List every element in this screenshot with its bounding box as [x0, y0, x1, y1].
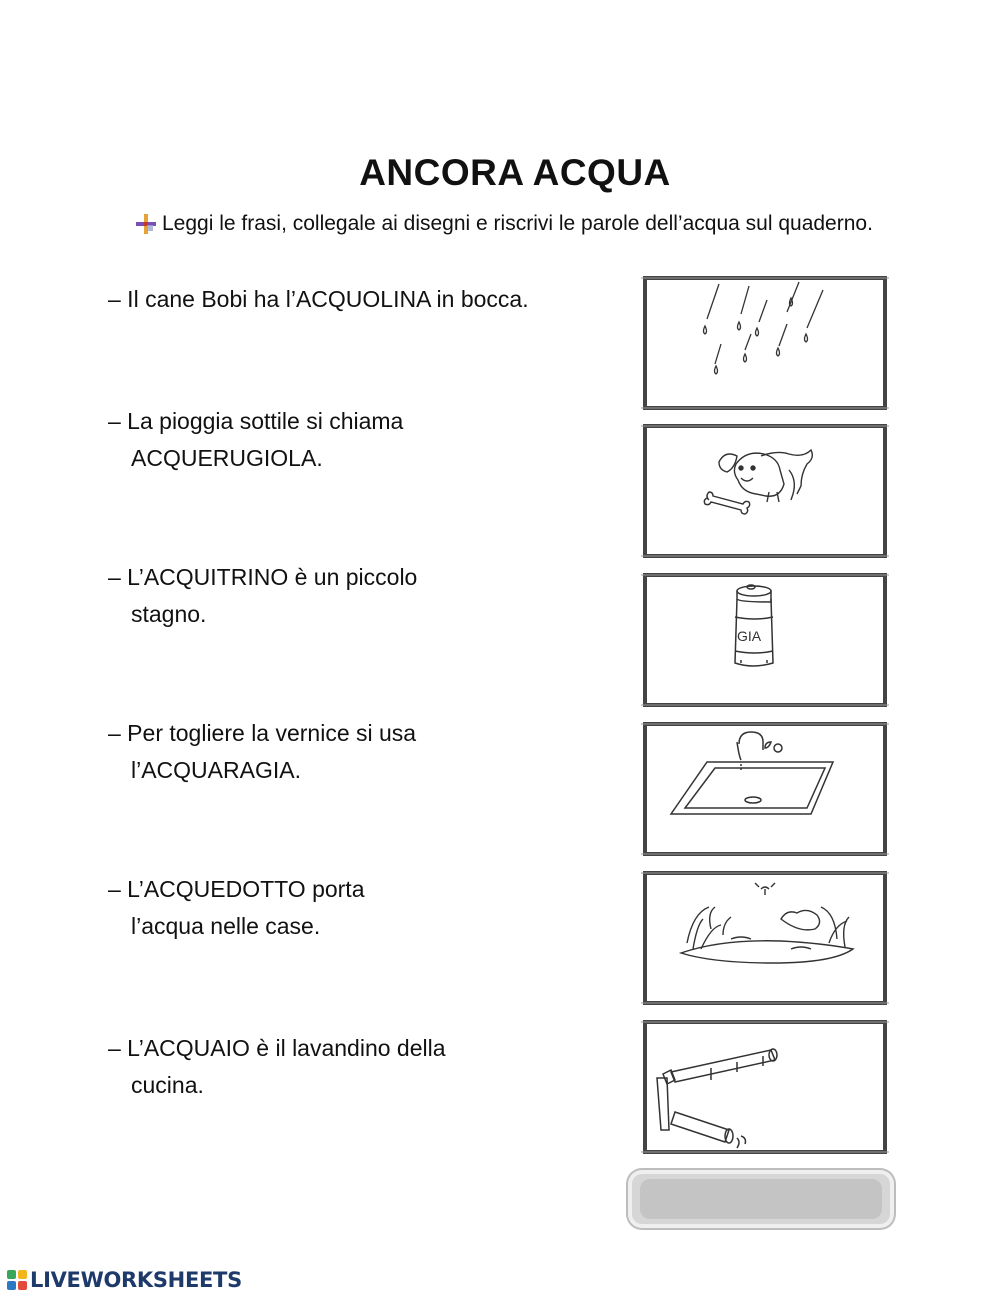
sentence-2-line-1: – La pioggia sottile si chiama — [108, 408, 404, 434]
bullet-icon — [136, 214, 156, 234]
worksheet-title: ANCORA ACQUA — [359, 152, 671, 193]
sentence-5-line-2: l’acqua nelle case. — [131, 913, 321, 939]
picture-box-can[interactable] — [641, 571, 889, 709]
sentence-6 — [108, 1030, 618, 1104]
sentence-2-line-2: ACQUERUGIOLA. — [131, 445, 323, 471]
sentence-1-line-1: – Il cane Bobi ha l’ACQUOLINA in bocca. — [108, 286, 529, 312]
sentence-5-line-1: – L’ACQUEDOTTO porta — [108, 876, 365, 902]
picture-box-puppy[interactable] — [641, 422, 889, 560]
sentence-3 — [108, 559, 618, 633]
sentence-4-line-1: – Per togliere la vernice si usa — [108, 720, 417, 746]
picture-box-rain[interactable] — [641, 274, 889, 412]
sentence-4 — [108, 715, 618, 789]
can-label: GIA — [737, 628, 762, 644]
sentence-3-line-2: stagno. — [131, 601, 207, 627]
sentence-3-line-1: – L’ACQUITRINO è un piccolo — [108, 564, 418, 590]
sentence-1 — [108, 281, 618, 318]
sentence-6-line-1: – L’ACQUAIO è il lavandino della — [108, 1035, 446, 1061]
liveworksheets-logo[interactable] — [6, 1267, 242, 1293]
picture-box-pipe[interactable] — [641, 1018, 889, 1156]
picture-box-swamp[interactable] — [641, 869, 889, 1007]
liveworksheets-logo-icon — [6, 1269, 28, 1291]
sentence-6-line-2: cucina. — [131, 1072, 204, 1098]
sentence-4-line-2: l’ACQUARAGIA. — [131, 757, 301, 783]
instruction — [136, 211, 896, 237]
sentence-5 — [108, 871, 618, 945]
sentence-2 — [108, 403, 618, 477]
instruction-text: Leggi le frasi, collegale ai disegni e riscrivi le parole dell’acqua sul quaderno. — [162, 212, 873, 235]
answer-drop-slot[interactable] — [628, 1170, 894, 1228]
picture-box-sink[interactable] — [641, 720, 889, 858]
answer-drop-slot-inner — [640, 1179, 882, 1219]
liveworksheets-brand: LIVEWORKSHEETS — [30, 1268, 242, 1292]
